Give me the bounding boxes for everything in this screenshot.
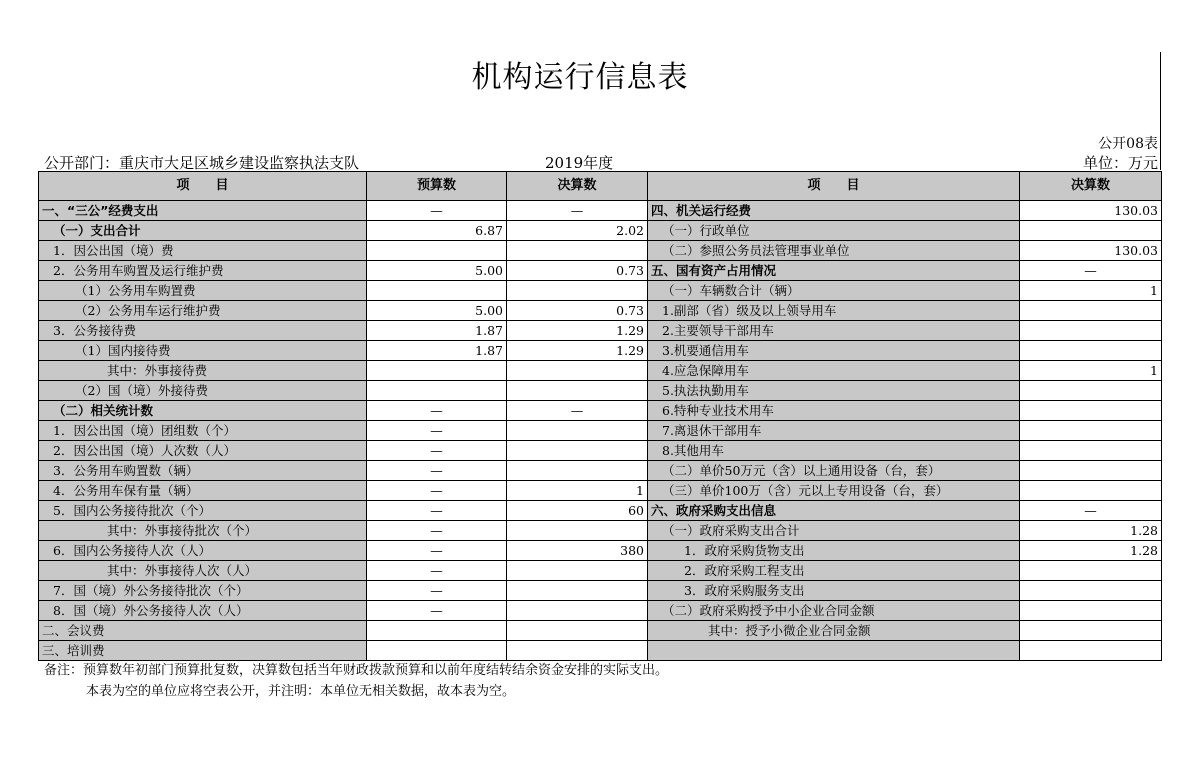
left-item-label: 8．国（境）外公务接待人次（人）: [39, 601, 367, 621]
right-item-label: 5.执法执勤用车: [648, 381, 1020, 401]
final-value-right: [1020, 441, 1162, 461]
left-item-label: （1）公务用车购置费: [39, 281, 367, 301]
final-value-right: [1020, 561, 1162, 581]
budget-value: —: [367, 541, 507, 561]
final-value-right: —: [1020, 501, 1162, 521]
table-row: [39, 401, 1162, 421]
final-value-left: 0.73: [507, 301, 648, 321]
final-value-right: 1.28: [1020, 521, 1162, 541]
right-item-label: （一）车辆数合计（辆）: [648, 281, 1020, 301]
header-final-left: 决算数: [507, 172, 648, 201]
right-item-label: 8.其他用车: [648, 441, 1020, 461]
final-value-left: [507, 601, 648, 621]
final-value-right: 1: [1020, 281, 1162, 301]
table-row: [39, 601, 1162, 621]
right-item-label: （二）单价50万元（含）以上通用设备（台，套）: [648, 461, 1020, 481]
info-table: [38, 171, 1162, 661]
table-row: [39, 561, 1162, 581]
left-item-label: （2）公务用车运行维护费: [39, 301, 367, 321]
final-value-left: [507, 521, 648, 541]
left-item-label: 4．公务用车保有量（辆）: [39, 481, 367, 501]
year-label: 2019年度: [545, 154, 614, 172]
right-item-label: 六、政府采购支出信息: [648, 501, 1020, 521]
left-item-label: 3．公务接待费: [39, 321, 367, 341]
budget-value: [367, 241, 507, 261]
budget-value: [367, 381, 507, 401]
right-item-label: 6.特种专业技术用车: [648, 401, 1020, 421]
table-row: [39, 361, 1162, 381]
left-item-label: 其中：外事接待人次（人）: [39, 561, 367, 581]
budget-value: —: [367, 501, 507, 521]
final-value-left: 0.73: [507, 261, 648, 281]
right-item-label: 1.副部（省）级及以上领导用车: [648, 301, 1020, 321]
left-item-label: 三、培训费: [39, 641, 367, 661]
table-row: [39, 301, 1162, 321]
table-header-row: [39, 172, 1162, 201]
final-value-right: [1020, 341, 1162, 361]
final-value-right: [1020, 641, 1162, 661]
header-item-right: 项 目: [648, 172, 1020, 201]
final-value-right: [1020, 481, 1162, 501]
department-label: 公开部门：重庆市大足区城乡建设监察执法支队: [44, 154, 360, 172]
budget-value: —: [367, 561, 507, 581]
right-item-label: 四、机关运行经费: [648, 201, 1020, 221]
final-value-left: [507, 621, 648, 641]
final-value-right: [1020, 601, 1162, 621]
right-item-label: 2．政府采购工程支出: [648, 561, 1020, 581]
unit-label: 单位：万元: [1082, 154, 1158, 172]
left-item-label: （2）国（境）外接待费: [39, 381, 367, 401]
table-row: [39, 541, 1162, 561]
right-item-label: 1．政府采购货物支出: [648, 541, 1020, 561]
left-item-label: 二、会议费: [39, 621, 367, 641]
right-item-label: 3.机要通信用车: [648, 341, 1020, 361]
left-item-label: 1．因公出国（境）团组数（个）: [39, 421, 367, 441]
final-value-right: 1.28: [1020, 541, 1162, 561]
table-row: [39, 581, 1162, 601]
final-value-left: 1.29: [507, 341, 648, 361]
final-value-right: [1020, 421, 1162, 441]
budget-value: [367, 621, 507, 641]
final-value-left: [507, 361, 648, 381]
final-value-right: [1020, 321, 1162, 341]
right-item-label: 其中：授予小微企业合同金额: [648, 621, 1020, 641]
final-value-right: 130.03: [1020, 201, 1162, 221]
final-value-left: [507, 441, 648, 461]
left-item-label: （1）国内接待费: [39, 341, 367, 361]
final-value-left: [507, 381, 648, 401]
left-item-label: 3．公务用车购置数（辆）: [39, 461, 367, 481]
final-value-left: [507, 281, 648, 301]
table-row: [39, 341, 1162, 361]
left-item-label: 5．国内公务接待批次（个）: [39, 501, 367, 521]
final-value-left: [507, 241, 648, 261]
page-edge-line: [1160, 52, 1161, 170]
final-value-left: —: [507, 401, 648, 421]
table-row: [39, 481, 1162, 501]
note-line: 本表为空的单位应将空表公开，并注明：本单位无相关数据，故本表为空。: [86, 684, 516, 699]
final-value-right: [1020, 301, 1162, 321]
final-value-right: [1020, 381, 1162, 401]
notes: [44, 660, 668, 702]
budget-value: —: [367, 421, 507, 441]
right-item-label: （一）行政单位: [648, 221, 1020, 241]
table-row: [39, 521, 1162, 541]
budget-value: [367, 361, 507, 381]
table-row: [39, 201, 1162, 221]
left-item-label: 一、“三公”经费支出: [39, 201, 367, 221]
right-item-label: （二）参照公务员法管理事业单位: [648, 241, 1020, 261]
final-value-right: [1020, 621, 1162, 641]
left-item-label: （一）支出合计: [39, 221, 367, 241]
left-item-label: （二）相关统计数: [39, 401, 367, 421]
table-row: [39, 221, 1162, 241]
budget-value: —: [367, 201, 507, 221]
note-line: 备注：预算数年初部门预算批复数，决算数包括当年财政拨款预算和以前年度结转结余资金安排的实际支出。: [44, 663, 669, 678]
table-row: [39, 261, 1162, 281]
final-value-left: 1: [507, 481, 648, 501]
left-item-label: 2．公务用车购置及运行维护费: [39, 261, 367, 281]
budget-value: 5.00: [367, 301, 507, 321]
right-item-label: [648, 641, 1020, 661]
left-item-label: 6．国内公务接待人次（人）: [39, 541, 367, 561]
budget-value: —: [367, 521, 507, 541]
final-value-right: [1020, 401, 1162, 421]
final-value-left: [507, 581, 648, 601]
budget-value: 5.00: [367, 261, 507, 281]
right-item-label: （二）政府采购授予中小企业合同金额: [648, 601, 1020, 621]
budget-value: 1.87: [367, 321, 507, 341]
right-item-label: 7.离退休干部用车: [648, 421, 1020, 441]
final-value-left: [507, 461, 648, 481]
final-value-left: 1.29: [507, 321, 648, 341]
final-value-left: 380: [507, 541, 648, 561]
right-item-label: 4.应急保障用车: [648, 361, 1020, 381]
left-item-label: 7．国（境）外公务接待批次（个）: [39, 581, 367, 601]
table-row: [39, 421, 1162, 441]
left-item-label: 其中：外事接待批次（个）: [39, 521, 367, 541]
table-row: [39, 621, 1162, 641]
header-item-left: 项 目: [39, 172, 367, 201]
left-item-label: 2．因公出国（境）人次数（人）: [39, 441, 367, 461]
table-row: [39, 501, 1162, 521]
right-item-label: 3．政府采购服务支出: [648, 581, 1020, 601]
final-value-left: [507, 641, 648, 661]
final-value-left: [507, 561, 648, 581]
final-value-left: 2.02: [507, 221, 648, 241]
table-row: [39, 321, 1162, 341]
table-row: [39, 441, 1162, 461]
budget-value: —: [367, 601, 507, 621]
final-value-left: 60: [507, 501, 648, 521]
budget-value: [367, 641, 507, 661]
budget-value: 1.87: [367, 341, 507, 361]
right-item-label: （三）单价100万（含）元以上专用设备（台，套）: [648, 481, 1020, 501]
budget-value: [367, 281, 507, 301]
final-value-right: [1020, 581, 1162, 601]
budget-value: —: [367, 481, 507, 501]
budget-value: —: [367, 441, 507, 461]
header-final-right: 决算数: [1020, 172, 1162, 201]
budget-value: —: [367, 401, 507, 421]
table-code: 公开08表: [1098, 136, 1158, 152]
table-row: [39, 461, 1162, 481]
page-title: 机构运行信息表: [471, 60, 689, 95]
final-value-left: —: [507, 201, 648, 221]
budget-value: 6.87: [367, 221, 507, 241]
right-item-label: 五、国有资产占用情况: [648, 261, 1020, 281]
table-row: [39, 641, 1162, 661]
table-row: [39, 381, 1162, 401]
table-row: [39, 241, 1162, 261]
right-item-label: 2.主要领导干部用车: [648, 321, 1020, 341]
budget-value: —: [367, 461, 507, 481]
table-row: [39, 281, 1162, 301]
budget-value: —: [367, 581, 507, 601]
final-value-right: —: [1020, 261, 1162, 281]
final-value-right: 130.03: [1020, 241, 1162, 261]
final-value-right: 1: [1020, 361, 1162, 381]
left-item-label: 其中：外事接待费: [39, 361, 367, 381]
final-value-right: [1020, 221, 1162, 241]
left-item-label: 1．因公出国（境）费: [39, 241, 367, 261]
right-item-label: （一）政府采购支出合计: [648, 521, 1020, 541]
final-value-right: [1020, 461, 1162, 481]
header-budget: 预算数: [367, 172, 507, 201]
final-value-left: [507, 421, 648, 441]
